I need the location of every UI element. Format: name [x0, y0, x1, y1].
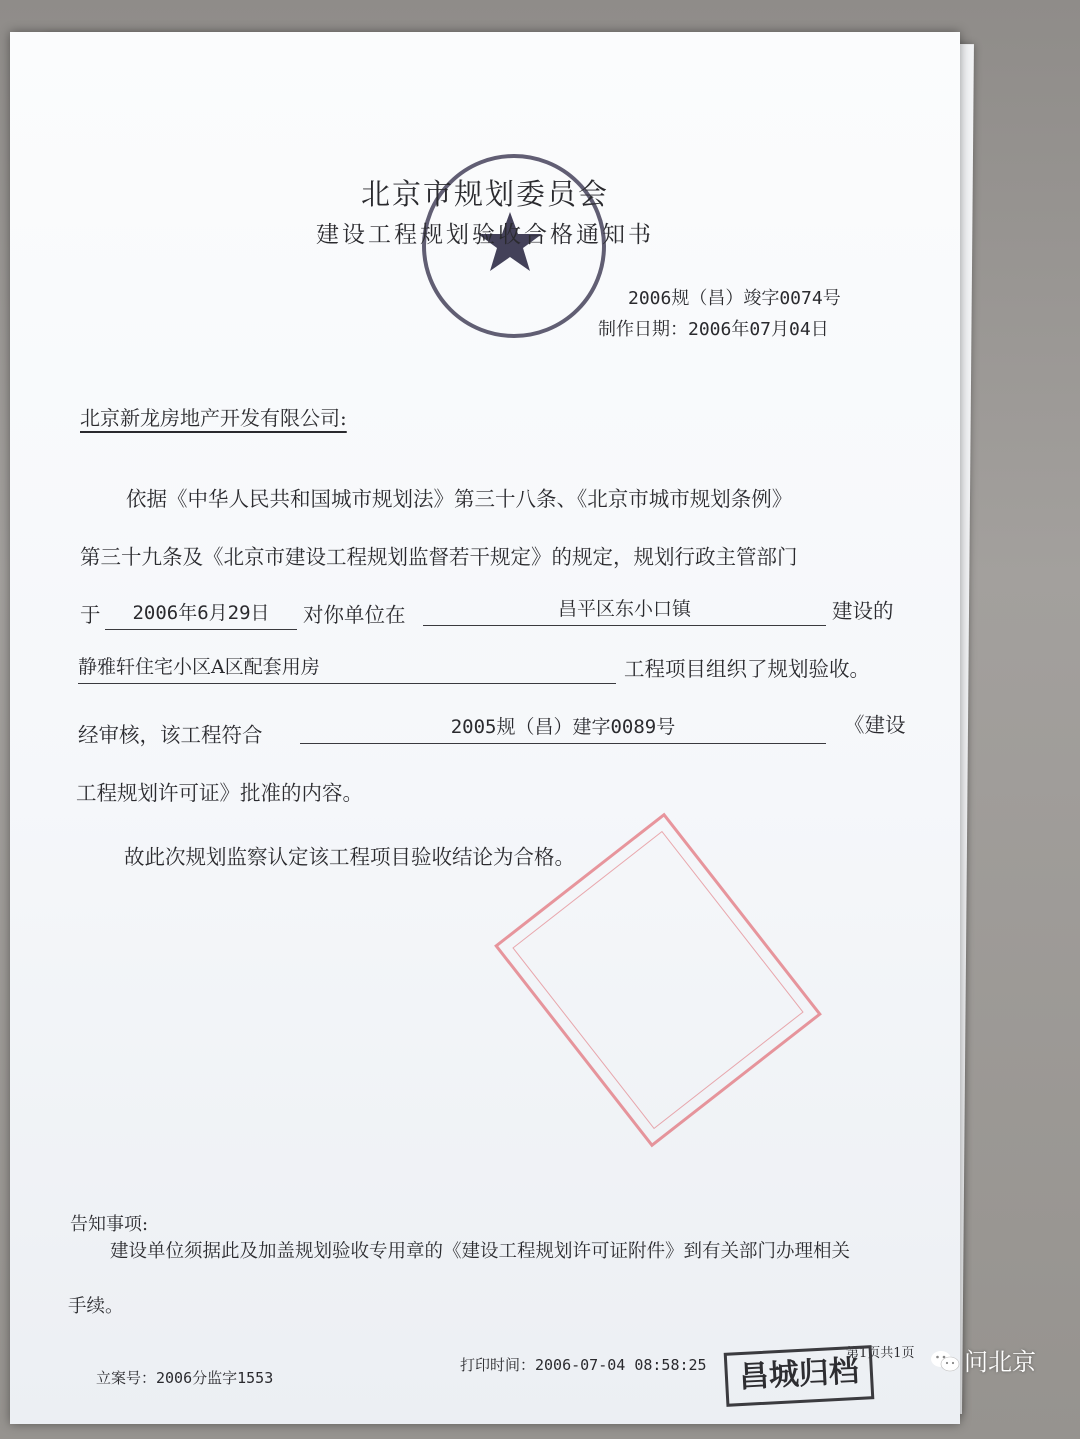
- wechat-watermark: [930, 1342, 1036, 1377]
- notice-heading: 告知事项:: [70, 1214, 149, 1235]
- permit-number-field: 2005规（昌）建字0089号: [300, 712, 826, 744]
- watermark-text: 问北京: [964, 1348, 1036, 1376]
- document-page: [10, 32, 960, 1424]
- notice-line-1: 建设单位须据此及加盖规划验收专用章的《建设工程规划许可证附件》到有关部门办理相关: [110, 1241, 851, 1262]
- body-line-4-end: 工程项目组织了规划验收。: [624, 657, 870, 681]
- case-number: 立案号：2006分监字1553: [96, 1369, 274, 1387]
- document-number: 2006规（昌）竣字0074号: [628, 288, 841, 309]
- body-line-1: 依据《中华人民共和国城市规划法》第三十八条、《北京市城市规划条例》: [126, 487, 793, 511]
- body-line-3-end: 建设的: [832, 599, 894, 623]
- location-field: 昌平区东小口镇: [423, 594, 826, 626]
- print-time: 打印时间：2006-07-04 08:58:25: [460, 1356, 707, 1374]
- made-date: 制作日期：2006年07月04日: [598, 319, 829, 340]
- document-title: 建设工程规划验收合格通知书: [316, 222, 654, 248]
- body-line-6: 工程规划许可证》批准的内容。: [76, 781, 363, 805]
- conclusion-line: 故此次规划监察认定该工程项目验收结论为合格。: [124, 845, 575, 869]
- body-line-3-mid: 对你单位在: [303, 603, 406, 627]
- archive-stamp: 昌城归档: [724, 1345, 875, 1407]
- inspection-date-field: 2006年6月29日: [105, 598, 297, 630]
- body-line-2: 第三十九条及《北京市建设工程规划监督若干规定》的规定，规划行政主管部门: [80, 545, 798, 569]
- project-name-field: 静雅轩住宅小区A区配套用房: [78, 652, 616, 684]
- page-indicator: 第1页共1页: [846, 1346, 915, 1361]
- body-line-3-yu: 于: [80, 603, 101, 627]
- body-line-5-start: 经审核，该工程符合: [78, 723, 263, 747]
- body-line-5-end: 《建设: [844, 713, 906, 737]
- wechat-icon: [930, 1349, 960, 1373]
- addressee: 北京新龙房地产开发有限公司:: [80, 406, 347, 430]
- notice-line-2: 手续。: [68, 1296, 124, 1317]
- issuing-authority: 北京市规划委员会: [360, 177, 609, 211]
